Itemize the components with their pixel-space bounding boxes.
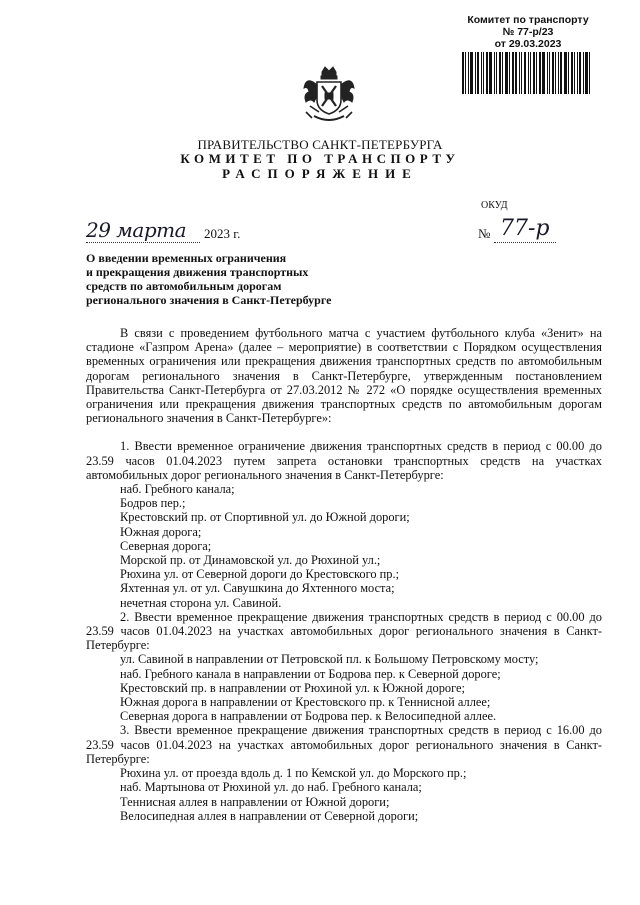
list-item: Бодров пер.; [120,496,186,511]
list-item: Морской пр. от Динамовской ул. до Рюхиной ул.; [120,553,381,568]
barcode-bar [555,52,556,94]
subject-line: регионального значения в Санкт-Петербурге [86,293,332,307]
list-item: наб. Гребного канала в направлении от Бодрова пер. к Северной дороге; [120,666,501,681]
barcode-bar [564,52,567,94]
number-underline [494,242,556,243]
barcode-bar [560,52,562,94]
registration-stamp [448,14,608,50]
barcode-bar [475,52,476,94]
section-3-text: 3. Ввести временное прекращение движения транспортных средств в период с 16.00 до 23.59 часов 01.04.2023 на участках автомобильных дорог регионального значения в Санкт-Петербурге: [86,723,602,766]
barcode-bar [533,52,535,94]
list-item: нечетная сторона ул. Савиной. [120,595,282,610]
stamp-date: от 29.03.2023 [494,38,562,50]
government-title: ПРАВИТЕЛЬСТВО САНКТ-ПЕТЕРБУРГА [197,137,443,152]
date-underline [86,242,200,243]
barcode-bar [577,52,578,94]
barcode-bar [574,52,575,94]
list-item: Теннисная аллея в направлении от Южной дороги; [120,794,390,809]
committee-title: КОМИТЕТ ПО ТРАНСПОРТУ [180,151,460,166]
list-item: ул. Савиной в направлении от Петровской пл. к Большому Петровскому мосту; [120,652,539,667]
list-item: Рюхина ул. от проезда вдоль д. 1 по Кемской ул. до Морского пр.; [120,766,467,781]
handwritten-date: 29 марта [86,218,187,242]
barcode-bar [496,52,497,94]
barcode-bar [486,52,488,94]
barcode-bar [509,52,510,94]
barcode-bar [494,52,495,94]
barcode-bar [547,52,548,94]
list-item: Южная дорога в направлении от Крестовского пр. к Теннисной аллее; [120,695,491,710]
document-number [478,216,568,246]
barcode-bar [571,52,573,94]
barcode-bar [549,52,550,94]
barcode-bar [530,52,531,94]
barcode-bar [512,52,514,94]
barcode-bar [515,52,517,94]
barcode-bar [468,52,469,94]
stamp-number: № 77-р/23 [502,26,554,38]
barcode-bar [579,52,581,94]
list-item: Рюхина ул. от Северной дороги до Крестовского пр.; [120,567,400,582]
document-type: РАСПОРЯЖЕНИЕ [222,166,418,181]
document-date [86,220,246,246]
list-item: Крестовский пр. в направлении от Рюхиной ул. к Южной дороге; [120,680,465,695]
list-item: наб. Гребного канала; [120,482,235,497]
document-body [86,326,602,823]
barcode-bar [521,52,522,94]
list-item: Яхтенная ул. от ул. Савушкина до Яхтенного моста; [120,581,395,596]
list-item: наб. Мартынова от Рюхиной ул. до наб. Гребного канала; [120,780,422,795]
handwritten-number: 77-р [500,216,550,241]
barcode-bar [470,52,473,94]
barcode-bar [583,52,584,94]
list-item: Северная дорога в направлении от Бодрова пер. к Велосипедной аллее. [120,709,497,724]
coat-of-arms-icon [300,66,358,126]
barcode-bar [552,52,554,94]
list-item: Крестовский пр. от Спортивной ул. до Южной дороги; [120,510,410,525]
number-sign: № [478,226,491,241]
list-item: Южная дорога; [120,524,202,539]
barcode-bar [539,52,541,94]
barcode-bar [505,52,508,94]
barcode-bar [489,52,492,94]
barcode-bar [528,52,529,94]
subject-line: О введении временных ограничения [86,251,287,265]
barcode-bar [499,52,501,94]
subject-line: средств по автомобильным дорогам [86,279,282,293]
barcode-bar [481,52,482,94]
barcode-bar [524,52,527,94]
stamp-committee: Комитет по транспорту [467,14,589,26]
section-2-text: 2. Ввести временное прекращение движения транспортных средств в период с 00.00 до 23.59 часов 01.04.2023 на участках автомобильных дорог регионального значения в Санкт-Петербурге: [86,609,602,653]
document-subject [86,251,386,307]
barcode-bar [536,52,537,94]
barcode-bar [558,52,559,94]
barcode-bar [568,52,569,94]
subject-line: и прекращения движения транспортных [86,265,309,279]
okud-label: ОКУД [481,200,508,211]
date-year: 2023 г. [204,226,241,241]
barcode [462,52,592,94]
barcode-bar [483,52,484,94]
barcode-bar [502,52,503,94]
section-1-text: 1. Ввести временное ограничение движения транспортных средств в период с 00.00 до 23.59 часов 01.04.2023 путем запрета остановки транспортных средств на участках автомобильных дорог регионального значения в Санкт-Петербурге: [86,439,602,482]
barcode-bar [465,52,466,94]
list-item: Велосипедная аллея в направлении от Северной дороги; [120,808,419,823]
barcode-bar [589,52,590,94]
barcode-bar [585,52,588,94]
barcode-bar [519,52,520,94]
barcode-bar [462,52,464,94]
preamble: В связи с проведением футбольного матча с участием футбольного клуба «Зенит» на стадионе «Газпром Арена» (далее – мероприятие) в соответствии с Порядком осуществления временных ограничения или прекращения движения транспортных средств по автомобильным дорогам регионального значения в Санкт-Петербурге, утвержденным постановлением Правительства Санкт-Петербурга от 27.03.2012 № 272 «О порядке осуществления временных ограничения или прекращения движения транспортных средств по автомобильным дорогам регионального значения в Санкт-Петербурге»: [86,326,602,426]
barcode-bar [477,52,479,94]
list-item: Северная дорога; [120,538,212,553]
barcode-bar [542,52,545,94]
